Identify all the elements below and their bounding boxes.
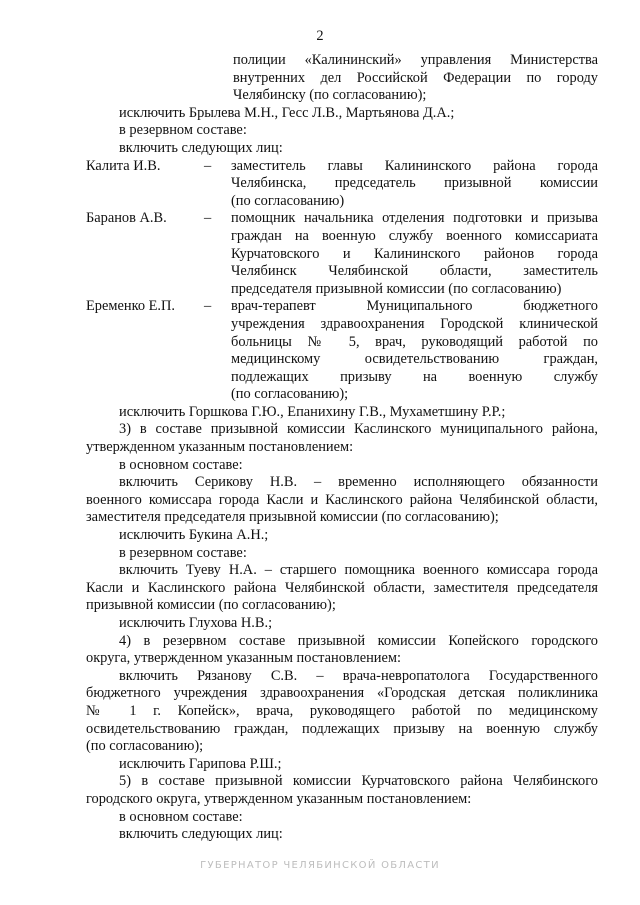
page-number: 2 (316, 28, 324, 44)
item-5-line: 5) в составе призывной комиссии Курчатовского района Челябинского (119, 773, 598, 790)
desc-line: Челябинск Челябинской области, заместитель (231, 263, 598, 280)
desc-line: подлежащих призыву на военную службу (231, 368, 598, 385)
include-line: освидетельствованию граждан, подлежащих призыву на военную службу (86, 720, 598, 737)
desc-line: помощник начальника отделения подготовки и призыва (231, 210, 598, 227)
person-name: Калита И.В. (86, 157, 161, 174)
item-5-line: городского округа, утвержденном указанным постановлением: (86, 790, 472, 807)
person-entry (86, 298, 598, 404)
main-heading: в основном составе: (119, 456, 243, 473)
main-heading: в основном составе: (119, 808, 243, 825)
person-description (231, 210, 598, 298)
desc-line: Курчатовского и Калининского районов города (231, 245, 598, 262)
desc-line: граждан на военную службу военного комиссариата (231, 227, 598, 244)
exclude-paragraph: исключить Горшкова Г.Ю., Епанихину Г.В., Мухаметшину Р.Р.; (119, 403, 506, 420)
intro-line: Челябинску (по согласованию); (233, 87, 427, 104)
exclude-paragraph: исключить Брылева М.Н., Гесс Л.В., Мартьянова Д.А.; (119, 104, 455, 121)
intro-line: внутренних дел Российской Федерации по городу (233, 69, 598, 86)
desc-line: (по согласованию); (231, 386, 349, 403)
desc-line: учреждения здравоохранения Городской клинической (231, 315, 598, 332)
person-entry (86, 210, 598, 298)
footer-watermark: ГУБЕРНАТОР ЧЕЛЯБИНСКОЙ ОБЛАСТИ (200, 860, 440, 871)
intro-continuation (86, 52, 598, 105)
document-body (86, 52, 598, 844)
include-line: заместителя председателя призывной комиссии (по согласованию); (86, 509, 499, 526)
desc-line: Челябинска, председатель призывной комиссии (231, 175, 598, 192)
include-line: включить Рязанову С.В. – врача-невропатолога Государственного (119, 667, 598, 684)
intro-line: полиции «Калининский» управления Министерства (233, 52, 598, 68)
exclude-paragraph: исключить Букина А.Н.; (119, 527, 269, 544)
person-entry (86, 158, 598, 211)
person-name: Еременко Е.П. (86, 298, 175, 315)
include-line: Касли и Каслинского района Челябинской области, заместителя председателя (86, 579, 598, 596)
include-line: № 1 г. Копейск», врача, руководящего работой по медицинскому (86, 702, 598, 719)
reserve-heading: в резервном составе: (119, 544, 247, 561)
desc-line: председателя призывной комиссии (по согласованию) (231, 280, 562, 297)
include-line: призывной комиссии (по согласованию); (86, 597, 336, 614)
person-description (231, 298, 598, 404)
desc-line: врач-терапевт Муниципального бюджетного (231, 298, 598, 315)
person-description (231, 158, 598, 211)
include-line: включить Туеву Н.А. – старшего помощника военного комиссара города (119, 562, 598, 579)
include-heading: включить следующих лиц: (119, 139, 283, 156)
desc-line: заместитель главы Калининского района города (231, 157, 598, 174)
person-dash: – (204, 210, 212, 227)
include-line: военного комиссара города Касли и Каслинского района Челябинской области, (86, 491, 598, 508)
reserve-heading: в резервном составе: (119, 122, 247, 139)
include-line: включить Серикову Н.В. – временно исполняющего обязанности (119, 474, 598, 491)
item-3-line: 3) в составе призывной комиссии Каслинского муниципального района, (119, 421, 598, 438)
include-line: бюджетного учреждения здравоохранения «Городская детская поликлиника (86, 685, 598, 702)
exclude-paragraph: исключить Гарипова Р.Ш.; (119, 755, 282, 772)
desc-line: (по согласованию) (231, 192, 345, 209)
include-heading: включить следующих лиц: (119, 826, 283, 843)
person-dash: – (204, 157, 212, 174)
exclude-paragraph: исключить Глухова Н.В.; (119, 615, 273, 631)
item-4-line: 4) в резервном составе призывной комиссии Копейского городского (119, 632, 598, 649)
item-4-line: округа, утвержденном указанным постановлением: (86, 650, 401, 667)
include-line: (по согласованию); (86, 738, 204, 755)
desc-line: больницы № 5, врач, руководящий работой по (231, 333, 598, 350)
person-dash: – (204, 298, 212, 315)
desc-line: медицинскому освидетельствованию граждан, (231, 351, 598, 368)
item-3-line: утвержденном указанным постановлением: (86, 439, 354, 456)
person-name: Баранов А.В. (86, 210, 167, 227)
